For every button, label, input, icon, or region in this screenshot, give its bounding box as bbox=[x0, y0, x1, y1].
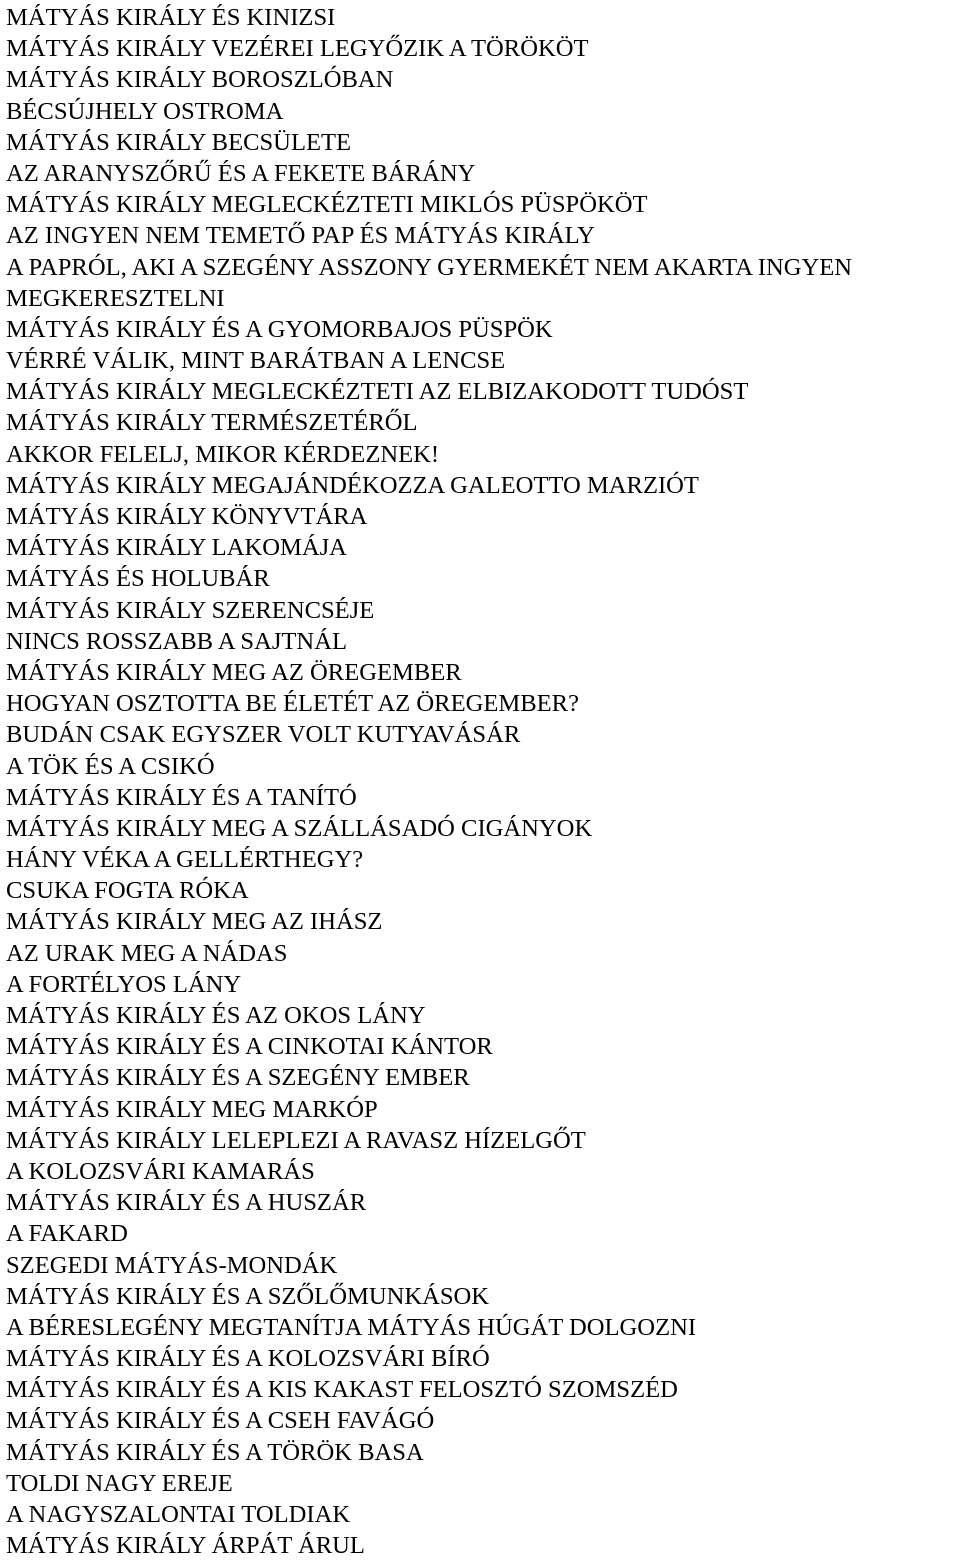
list-item: A FAKARD bbox=[6, 1220, 128, 1248]
list-item: BUDÁN CSAK EGYSZER VOLT KUTYAVÁSÁR bbox=[6, 721, 521, 749]
list-item: MÁTYÁS KIRÁLY LELEPLEZI A RAVASZ HÍZELGŐT bbox=[6, 1126, 586, 1154]
list-item: MÁTYÁS KIRÁLY ÁRPÁT ÁRUL bbox=[6, 1532, 365, 1560]
list-item: MÁTYÁS KIRÁLY MEGLECKÉZTETI AZ ELBIZAKODOTT TUDÓST bbox=[6, 378, 749, 406]
list-item: MÁTYÁS KIRÁLY ÉS A TÖRÖK BASA bbox=[6, 1438, 424, 1466]
list-item: HÁNY VÉKA A GELLÉRTHEGY? bbox=[6, 846, 364, 874]
list-item: MÁTYÁS KIRÁLY ÉS A CINKOTAI KÁNTOR bbox=[6, 1033, 493, 1061]
list-item: MÁTYÁS KIRÁLY ÉS A SZEGÉNY EMBER bbox=[6, 1064, 470, 1092]
list-item: A NAGYSZALONTAI TOLDIAK bbox=[6, 1501, 351, 1528]
list-item: AKKOR FELELJ, MIKOR KÉRDEZNEK! bbox=[6, 440, 440, 468]
list-item: AZ URAK MEG A NÁDAS bbox=[6, 939, 288, 967]
list-item: AZ INGYEN NEM TEMETŐ PAP ÉS MÁTYÁS KIRÁLY bbox=[6, 222, 595, 250]
list-item: MÁTYÁS KIRÁLY ÉS A TANÍTÓ bbox=[6, 783, 357, 811]
list-item: MÁTYÁS KIRÁLY MEG AZ ÖREGEMBER bbox=[6, 658, 462, 686]
list-item: MÁTYÁS KIRÁLY MEG MARKÓP bbox=[6, 1095, 378, 1123]
list-item: MÁTYÁS KIRÁLY LAKOMÁJA bbox=[6, 534, 347, 562]
list-item: CSUKA FOGTA RÓKA bbox=[6, 877, 249, 905]
list-item: MÁTYÁS KIRÁLY KÖNYVTÁRA bbox=[6, 503, 368, 530]
list-item: NINCS ROSSZABB A SAJTNÁL bbox=[6, 627, 347, 655]
list-item: SZEGEDI MÁTYÁS-MONDÁK bbox=[6, 1251, 338, 1279]
list-item: MÁTYÁS KIRÁLY ÉS A SZŐLŐMUNKÁSOK bbox=[6, 1282, 490, 1310]
title-list bbox=[6, 2, 956, 1561]
list-item: MÁTYÁS KIRÁLY BOROSZLÓBAN bbox=[6, 66, 394, 94]
list-item: HOGYAN OSZTOTTA BE ÉLETÉT AZ ÖREGEMBER? bbox=[6, 690, 579, 718]
list-item: A KOLOZSVÁRI KAMARÁS bbox=[6, 1157, 315, 1185]
list-item: A PAPRÓL, AKI A SZEGÉNY ASSZONY GYERMEKÉT NEM AKARTA INGYEN bbox=[6, 253, 853, 281]
list-item: MÁTYÁS KIRÁLY ÉS A HUSZÁR bbox=[6, 1189, 367, 1217]
list-item: MÁTYÁS KIRÁLY BECSÜLETE bbox=[6, 128, 352, 156]
list-item: A BÉRESLEGÉNY MEGTANÍTJA MÁTYÁS HÚGÁT DOLGOZNI bbox=[6, 1313, 697, 1341]
list-item: MÁTYÁS KIRÁLY ÉS A GYOMORBAJOS PÜSPÖK bbox=[6, 315, 553, 343]
list-item: TOLDI NAGY EREJE bbox=[6, 1469, 233, 1497]
list-item: MÁTYÁS KIRÁLY VEZÉREI LEGYŐZIK A TÖRÖKÖT bbox=[6, 35, 589, 63]
list-item: A FORTÉLYOS LÁNY bbox=[6, 970, 242, 998]
list-item: A TÖK ÉS A CSIKÓ bbox=[6, 752, 215, 780]
list-item: MÁTYÁS KIRÁLY ÉS A CSEH FAVÁGÓ bbox=[6, 1407, 435, 1435]
list-item: BÉCSÚJHELY OSTROMA bbox=[6, 97, 284, 125]
list-item: MÁTYÁS KIRÁLY MEGLECKÉZTETI MIKLÓS PÜSPÖKÖT bbox=[6, 191, 648, 219]
list-item: MÁTYÁS KIRÁLY MEG A SZÁLLÁSADÓ CIGÁNYOK bbox=[6, 814, 593, 842]
list-item: MÁTYÁS KIRÁLY TERMÉSZETÉRŐL bbox=[6, 409, 418, 437]
list-item: MÁTYÁS KIRÁLY ÉS A KOLOZSVÁRI BÍRÓ bbox=[6, 1345, 490, 1373]
list-item: MÁTYÁS KIRÁLY MEGAJÁNDÉKOZZA GALEOTTO MARZIÓT bbox=[6, 471, 699, 499]
list-item: MÁTYÁS KIRÁLY SZERENCSÉJE bbox=[6, 596, 375, 624]
list-item: AZ ARANYSZŐRŰ ÉS A FEKETE BÁRÁNY bbox=[6, 159, 476, 187]
list-item: MÁTYÁS KIRÁLY MEG AZ IHÁSZ bbox=[6, 908, 383, 936]
document-page bbox=[6, 2, 956, 1561]
list-item: MÁTYÁS KIRÁLY ÉS A KIS KAKAST FELOSZTÓ SZOMSZÉD bbox=[6, 1376, 678, 1404]
list-item: MEGKERESZTELNI bbox=[6, 284, 225, 312]
list-item: VÉRRÉ VÁLIK, MINT BARÁTBAN A LENCSE bbox=[6, 347, 506, 375]
list-item: MÁTYÁS KIRÁLY ÉS KINIZSI bbox=[6, 4, 336, 31]
list-item: MÁTYÁS KIRÁLY ÉS AZ OKOS LÁNY bbox=[6, 1002, 426, 1029]
list-item: MÁTYÁS ÉS HOLUBÁR bbox=[6, 565, 270, 593]
